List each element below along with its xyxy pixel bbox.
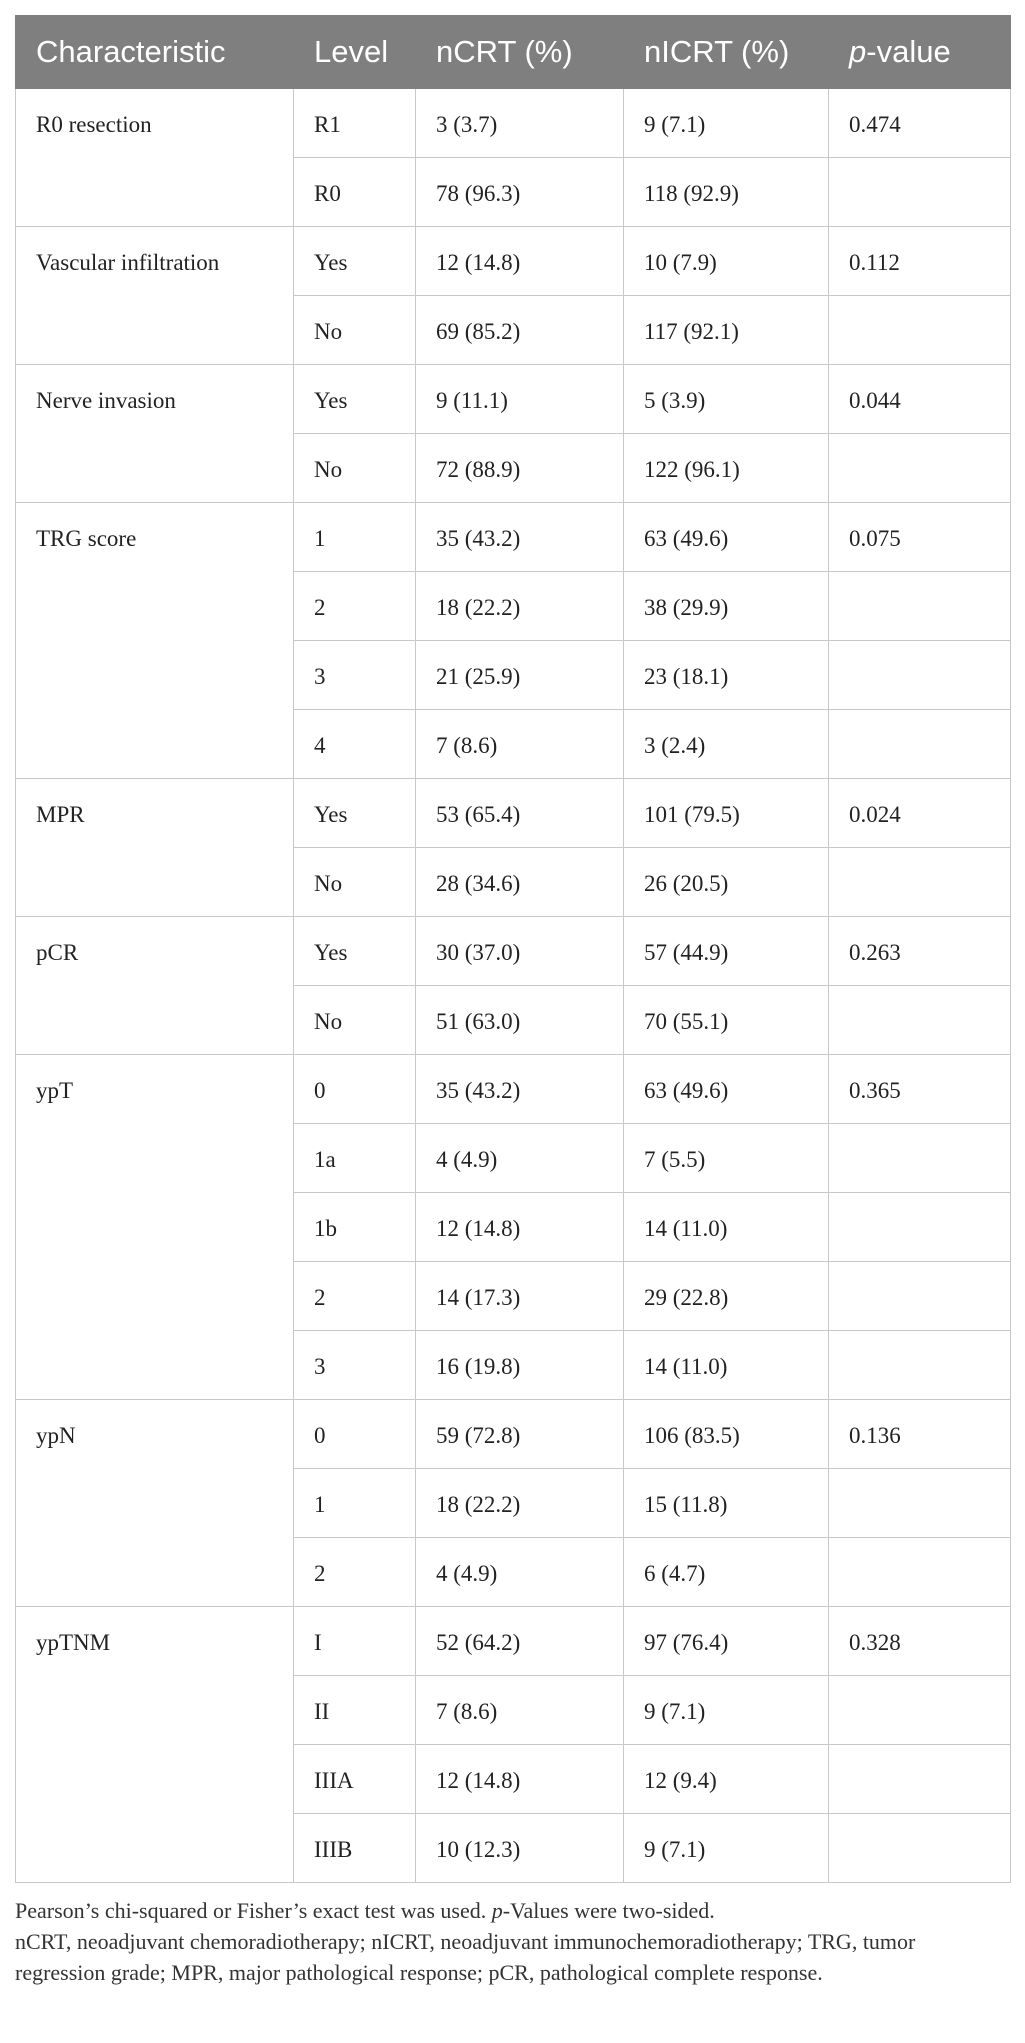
nicrt-cell: 38 (29.9) bbox=[624, 572, 829, 641]
p-value-cell bbox=[829, 1538, 1011, 1607]
level-cell: 3 bbox=[294, 1331, 416, 1400]
table-row bbox=[16, 1607, 1011, 1676]
ncrt-cell: 14 (17.3) bbox=[416, 1262, 624, 1331]
p-value-cell bbox=[829, 1814, 1011, 1883]
table-header bbox=[16, 16, 1011, 89]
level-cell: Yes bbox=[294, 365, 416, 434]
p-value-cell bbox=[829, 641, 1011, 710]
characteristic-cell: pCR bbox=[16, 917, 294, 1055]
level-cell: 4 bbox=[294, 710, 416, 779]
p-value-cell: 0.112 bbox=[829, 227, 1011, 296]
table-row bbox=[16, 1055, 1011, 1124]
nicrt-cell: 6 (4.7) bbox=[624, 1538, 829, 1607]
level-cell: R1 bbox=[294, 89, 416, 158]
p-value-cell: 0.024 bbox=[829, 779, 1011, 848]
level-cell: 2 bbox=[294, 572, 416, 641]
nicrt-cell: 57 (44.9) bbox=[624, 917, 829, 986]
ncrt-cell: 72 (88.9) bbox=[416, 434, 624, 503]
p-value-cell bbox=[829, 572, 1011, 641]
nicrt-cell: 117 (92.1) bbox=[624, 296, 829, 365]
results-table-container bbox=[15, 15, 1010, 1988]
footnote-tests-rest: -Values were two-sided. bbox=[502, 1898, 715, 1923]
p-value-cell: 0.075 bbox=[829, 503, 1011, 572]
level-cell: Yes bbox=[294, 227, 416, 296]
characteristic-cell: ypTNM bbox=[16, 1607, 294, 1883]
level-cell: 1 bbox=[294, 503, 416, 572]
header-level: Level bbox=[294, 16, 416, 89]
footnote-tests bbox=[15, 1895, 1010, 1926]
p-value-cell bbox=[829, 986, 1011, 1055]
table-row bbox=[16, 365, 1011, 434]
ncrt-cell: 16 (19.8) bbox=[416, 1331, 624, 1400]
nicrt-cell: 118 (92.9) bbox=[624, 158, 829, 227]
characteristic-cell: Vascular infiltration bbox=[16, 227, 294, 365]
ncrt-cell: 52 (64.2) bbox=[416, 1607, 624, 1676]
p-value-cell: 0.044 bbox=[829, 365, 1011, 434]
ncrt-cell: 12 (14.8) bbox=[416, 1745, 624, 1814]
characteristic-cell: Nerve invasion bbox=[16, 365, 294, 503]
nicrt-cell: 12 (9.4) bbox=[624, 1745, 829, 1814]
header-row bbox=[16, 16, 1011, 89]
ncrt-cell: 51 (63.0) bbox=[416, 986, 624, 1055]
nicrt-cell: 10 (7.9) bbox=[624, 227, 829, 296]
table-row bbox=[16, 1400, 1011, 1469]
table-row bbox=[16, 89, 1011, 158]
table-row bbox=[16, 917, 1011, 986]
footnote-tests-text: Pearson’s chi-squared or Fisher’s exact test was used. bbox=[15, 1898, 492, 1923]
level-cell: 1 bbox=[294, 1469, 416, 1538]
nicrt-cell: 26 (20.5) bbox=[624, 848, 829, 917]
nicrt-cell: 9 (7.1) bbox=[624, 1814, 829, 1883]
ncrt-cell: 30 (37.0) bbox=[416, 917, 624, 986]
p-value-cell bbox=[829, 1193, 1011, 1262]
p-value-cell bbox=[829, 296, 1011, 365]
level-cell: 1a bbox=[294, 1124, 416, 1193]
nicrt-cell: 122 (96.1) bbox=[624, 434, 829, 503]
level-cell: 0 bbox=[294, 1400, 416, 1469]
p-value-cell bbox=[829, 848, 1011, 917]
p-value-cell bbox=[829, 710, 1011, 779]
nicrt-cell: 63 (49.6) bbox=[624, 1055, 829, 1124]
nicrt-cell: 14 (11.0) bbox=[624, 1193, 829, 1262]
header-p-suffix: -value bbox=[866, 34, 951, 69]
header-characteristic: Characteristic bbox=[16, 16, 294, 89]
p-value-cell bbox=[829, 158, 1011, 227]
characteristic-cell: R0 resection bbox=[16, 89, 294, 227]
ncrt-cell: 21 (25.9) bbox=[416, 641, 624, 710]
ncrt-cell: 18 (22.2) bbox=[416, 1469, 624, 1538]
ncrt-cell: 59 (72.8) bbox=[416, 1400, 624, 1469]
table-row bbox=[16, 779, 1011, 848]
ncrt-cell: 3 (3.7) bbox=[416, 89, 624, 158]
nicrt-cell: 14 (11.0) bbox=[624, 1331, 829, 1400]
nicrt-cell: 9 (7.1) bbox=[624, 89, 829, 158]
footnote-p-italic: p bbox=[491, 1898, 503, 1923]
nicrt-cell: 9 (7.1) bbox=[624, 1676, 829, 1745]
level-cell: R0 bbox=[294, 158, 416, 227]
p-value-cell bbox=[829, 434, 1011, 503]
header-ncrt: nCRT (%) bbox=[416, 16, 624, 89]
level-cell: 2 bbox=[294, 1262, 416, 1331]
p-value-cell bbox=[829, 1262, 1011, 1331]
header-p-italic: p bbox=[849, 34, 867, 69]
nicrt-cell: 106 (83.5) bbox=[624, 1400, 829, 1469]
results-table bbox=[15, 15, 1011, 1883]
nicrt-cell: 97 (76.4) bbox=[624, 1607, 829, 1676]
nicrt-cell: 63 (49.6) bbox=[624, 503, 829, 572]
ncrt-cell: 28 (34.6) bbox=[416, 848, 624, 917]
nicrt-cell: 5 (3.9) bbox=[624, 365, 829, 434]
characteristic-cell: ypN bbox=[16, 1400, 294, 1607]
level-cell: No bbox=[294, 848, 416, 917]
ncrt-cell: 12 (14.8) bbox=[416, 227, 624, 296]
p-value-cell: 0.365 bbox=[829, 1055, 1011, 1124]
characteristic-cell: ypT bbox=[16, 1055, 294, 1400]
p-value-cell: 0.328 bbox=[829, 1607, 1011, 1676]
p-value-cell: 0.263 bbox=[829, 917, 1011, 986]
nicrt-cell: 15 (11.8) bbox=[624, 1469, 829, 1538]
level-cell: No bbox=[294, 986, 416, 1055]
ncrt-cell: 78 (96.3) bbox=[416, 158, 624, 227]
nicrt-cell: 101 (79.5) bbox=[624, 779, 829, 848]
ncrt-cell: 9 (11.1) bbox=[416, 365, 624, 434]
level-cell: Yes bbox=[294, 917, 416, 986]
table-row bbox=[16, 227, 1011, 296]
p-value-cell bbox=[829, 1676, 1011, 1745]
ncrt-cell: 4 (4.9) bbox=[416, 1538, 624, 1607]
ncrt-cell: 18 (22.2) bbox=[416, 572, 624, 641]
ncrt-cell: 7 (8.6) bbox=[416, 1676, 624, 1745]
header-nicrt: nICRT (%) bbox=[624, 16, 829, 89]
table-body bbox=[16, 89, 1011, 1883]
level-cell: II bbox=[294, 1676, 416, 1745]
p-value-cell bbox=[829, 1331, 1011, 1400]
level-cell: IIIA bbox=[294, 1745, 416, 1814]
level-cell: No bbox=[294, 434, 416, 503]
characteristic-cell: TRG score bbox=[16, 503, 294, 779]
ncrt-cell: 12 (14.8) bbox=[416, 1193, 624, 1262]
p-value-cell bbox=[829, 1124, 1011, 1193]
level-cell: Yes bbox=[294, 779, 416, 848]
nicrt-cell: 70 (55.1) bbox=[624, 986, 829, 1055]
nicrt-cell: 23 (18.1) bbox=[624, 641, 829, 710]
ncrt-cell: 53 (65.4) bbox=[416, 779, 624, 848]
p-value-cell: 0.136 bbox=[829, 1400, 1011, 1469]
characteristic-cell: MPR bbox=[16, 779, 294, 917]
ncrt-cell: 35 (43.2) bbox=[416, 503, 624, 572]
ncrt-cell: 69 (85.2) bbox=[416, 296, 624, 365]
level-cell: No bbox=[294, 296, 416, 365]
level-cell: 0 bbox=[294, 1055, 416, 1124]
table-row bbox=[16, 503, 1011, 572]
p-value-cell: 0.474 bbox=[829, 89, 1011, 158]
level-cell: 3 bbox=[294, 641, 416, 710]
ncrt-cell: 7 (8.6) bbox=[416, 710, 624, 779]
ncrt-cell: 4 (4.9) bbox=[416, 1124, 624, 1193]
header-p-value bbox=[829, 16, 1011, 89]
footnote-abbreviations: nCRT, neoadjuvant chemoradiotherapy; nICRT, neoadjuvant immunochemoradiotherapy; TRG, tumor regression grade; MPR, major pathological response; pCR, pathological complete response. bbox=[15, 1929, 916, 1985]
p-value-cell bbox=[829, 1469, 1011, 1538]
level-cell: 1b bbox=[294, 1193, 416, 1262]
level-cell: 2 bbox=[294, 1538, 416, 1607]
level-cell: I bbox=[294, 1607, 416, 1676]
nicrt-cell: 3 (2.4) bbox=[624, 710, 829, 779]
level-cell: IIIB bbox=[294, 1814, 416, 1883]
ncrt-cell: 35 (43.2) bbox=[416, 1055, 624, 1124]
nicrt-cell: 7 (5.5) bbox=[624, 1124, 829, 1193]
ncrt-cell: 10 (12.3) bbox=[416, 1814, 624, 1883]
p-value-cell bbox=[829, 1745, 1011, 1814]
table-footnotes bbox=[15, 1895, 1010, 1988]
nicrt-cell: 29 (22.8) bbox=[624, 1262, 829, 1331]
